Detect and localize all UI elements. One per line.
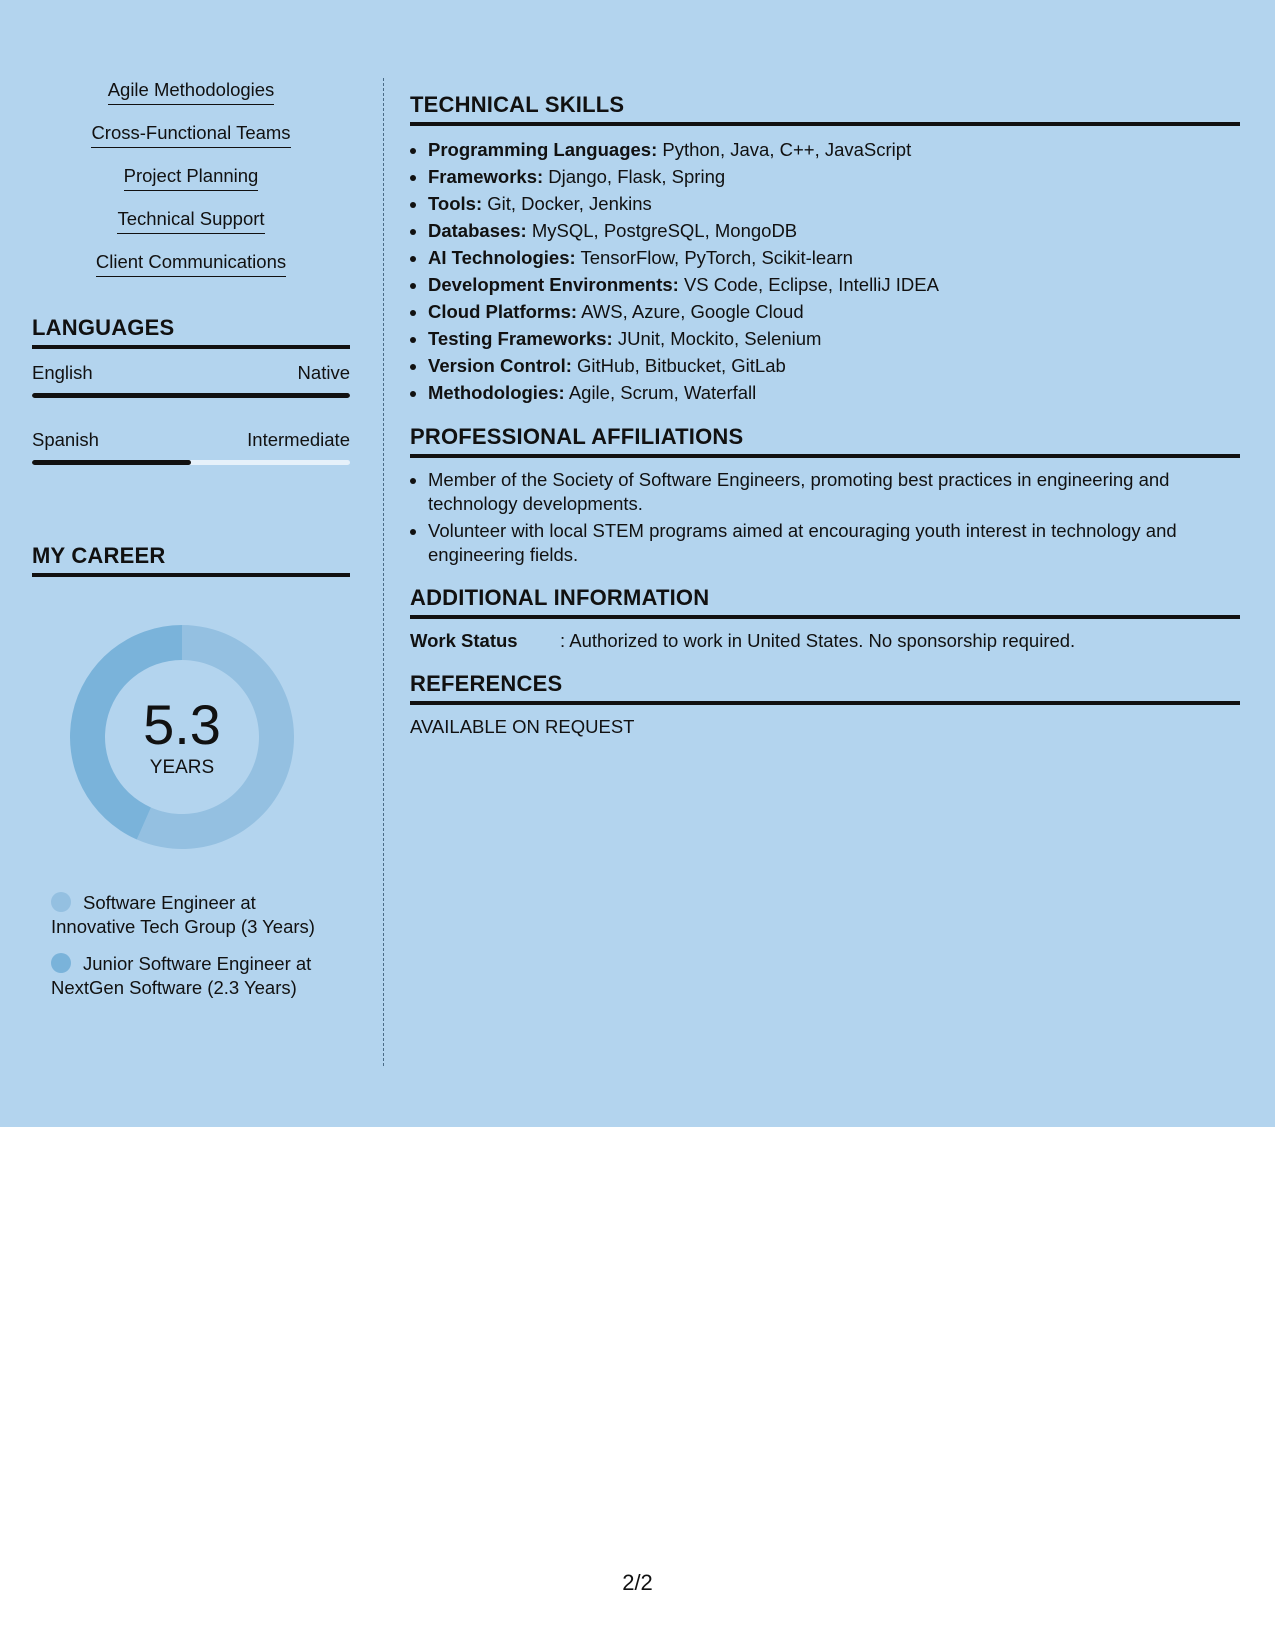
career-total-years: 5.3 bbox=[143, 693, 221, 756]
career-legend-label: Junior Software Engineer at NextGen Software (2.3 Years) bbox=[51, 953, 312, 998]
career-legend bbox=[51, 891, 341, 1000]
career-legend-label: Software Engineer at Innovative Tech Group (3 Years) bbox=[51, 892, 315, 937]
references-heading: REFERENCES bbox=[410, 671, 1240, 705]
column-divider bbox=[383, 78, 384, 1066]
language-row bbox=[32, 428, 350, 465]
affiliations-section bbox=[410, 424, 1240, 567]
career-donut-chart bbox=[62, 617, 302, 857]
list-item: • Member of the Society of Software Engineers, promoting best practices in engineering and technology developments. bbox=[428, 468, 1240, 516]
language-proficiency-fill bbox=[32, 393, 350, 398]
additional-info-section bbox=[410, 585, 1240, 653]
skill-tag: Cross-Functional Teams bbox=[91, 121, 290, 148]
language-proficiency-bar bbox=[32, 460, 350, 465]
list-item bbox=[428, 298, 1240, 325]
language-proficiency-fill bbox=[32, 460, 191, 465]
list-item: • Volunteer with local STEM programs aimed at encouraging youth interest in technology and engineering fields. bbox=[428, 519, 1240, 567]
list-item bbox=[428, 379, 1240, 406]
skill-values: TensorFlow, PyTorch, Scikit-learn bbox=[580, 247, 853, 268]
skill-tag: Technical Support bbox=[117, 207, 264, 234]
list-item bbox=[428, 325, 1240, 352]
list-item bbox=[428, 136, 1240, 163]
skills-list bbox=[32, 78, 350, 277]
list-item bbox=[428, 163, 1240, 190]
references-section bbox=[410, 671, 1240, 739]
career-center-label bbox=[62, 617, 302, 857]
list-item bbox=[428, 271, 1240, 298]
list-item bbox=[428, 352, 1240, 379]
work-status-value: : Authorized to work in United States. No sponsorship required. bbox=[560, 630, 1076, 651]
skill-category: AI Technologies: bbox=[428, 247, 576, 268]
skill-values: AWS, Azure, Google Cloud bbox=[581, 301, 804, 322]
skill-category: Databases: bbox=[428, 220, 527, 241]
skill-category: Programming Languages: bbox=[428, 139, 658, 160]
technical-skills-section bbox=[410, 92, 1240, 406]
skill-category: Methodologies: bbox=[428, 382, 565, 403]
skill-tag: Project Planning bbox=[124, 164, 259, 191]
references-text: AVAILABLE ON REQUEST bbox=[410, 716, 635, 737]
language-name: Spanish bbox=[32, 429, 99, 450]
affiliations-list bbox=[410, 468, 1240, 567]
skill-values: VS Code, Eclipse, IntelliJ IDEA bbox=[683, 274, 939, 295]
list-item bbox=[428, 217, 1240, 244]
skill-tag: Agile Methodologies bbox=[108, 78, 275, 105]
languages-heading: LANGUAGES bbox=[32, 315, 350, 349]
skill-values: Python, Java, C++, JavaScript bbox=[662, 139, 912, 160]
skill-category: Version Control: bbox=[428, 355, 572, 376]
work-status-label: Work Status bbox=[410, 630, 518, 651]
language-proficiency-bar bbox=[32, 393, 350, 398]
career-legend-item bbox=[51, 891, 341, 939]
additional-info-heading: ADDITIONAL INFORMATION bbox=[410, 585, 1240, 619]
skill-values: Agile, Scrum, Waterfall bbox=[568, 382, 757, 403]
language-level: Native bbox=[297, 362, 350, 383]
skill-category: Testing Frameworks: bbox=[428, 328, 613, 349]
skill-values: GitHub, Bitbucket, GitLab bbox=[577, 355, 786, 376]
language-name: English bbox=[32, 362, 93, 383]
language-level: Intermediate bbox=[247, 429, 350, 450]
skill-tag: Client Communications bbox=[96, 250, 286, 277]
skill-category: Development Environments: bbox=[428, 274, 679, 295]
skill-category: Frameworks: bbox=[428, 166, 544, 187]
technical-skills-heading: TECHNICAL SKILLS bbox=[410, 92, 1240, 126]
legend-dot-icon bbox=[51, 892, 71, 912]
right-column bbox=[410, 92, 1240, 757]
skill-values: JUnit, Mockito, Selenium bbox=[617, 328, 822, 349]
list-item bbox=[428, 190, 1240, 217]
legend-dot-icon bbox=[51, 953, 71, 973]
affiliations-heading: PROFESSIONAL AFFILIATIONS bbox=[410, 424, 1240, 458]
page-number: 2/2 bbox=[622, 1570, 653, 1595]
list-item bbox=[428, 244, 1240, 271]
left-column bbox=[32, 78, 350, 1013]
skill-values: Git, Docker, Jenkins bbox=[487, 193, 652, 214]
career-legend-item bbox=[51, 952, 341, 1000]
career-unit: YEARS bbox=[149, 757, 215, 778]
work-status-row bbox=[410, 629, 1240, 653]
skill-category: Tools: bbox=[428, 193, 483, 214]
career-heading: MY CAREER bbox=[32, 543, 350, 577]
language-row bbox=[32, 361, 350, 398]
skill-values: MySQL, PostgreSQL, MongoDB bbox=[531, 220, 798, 241]
skill-values: Django, Flask, Spring bbox=[548, 166, 726, 187]
technical-skills-list bbox=[410, 136, 1240, 406]
skill-category: Cloud Platforms: bbox=[428, 301, 578, 322]
